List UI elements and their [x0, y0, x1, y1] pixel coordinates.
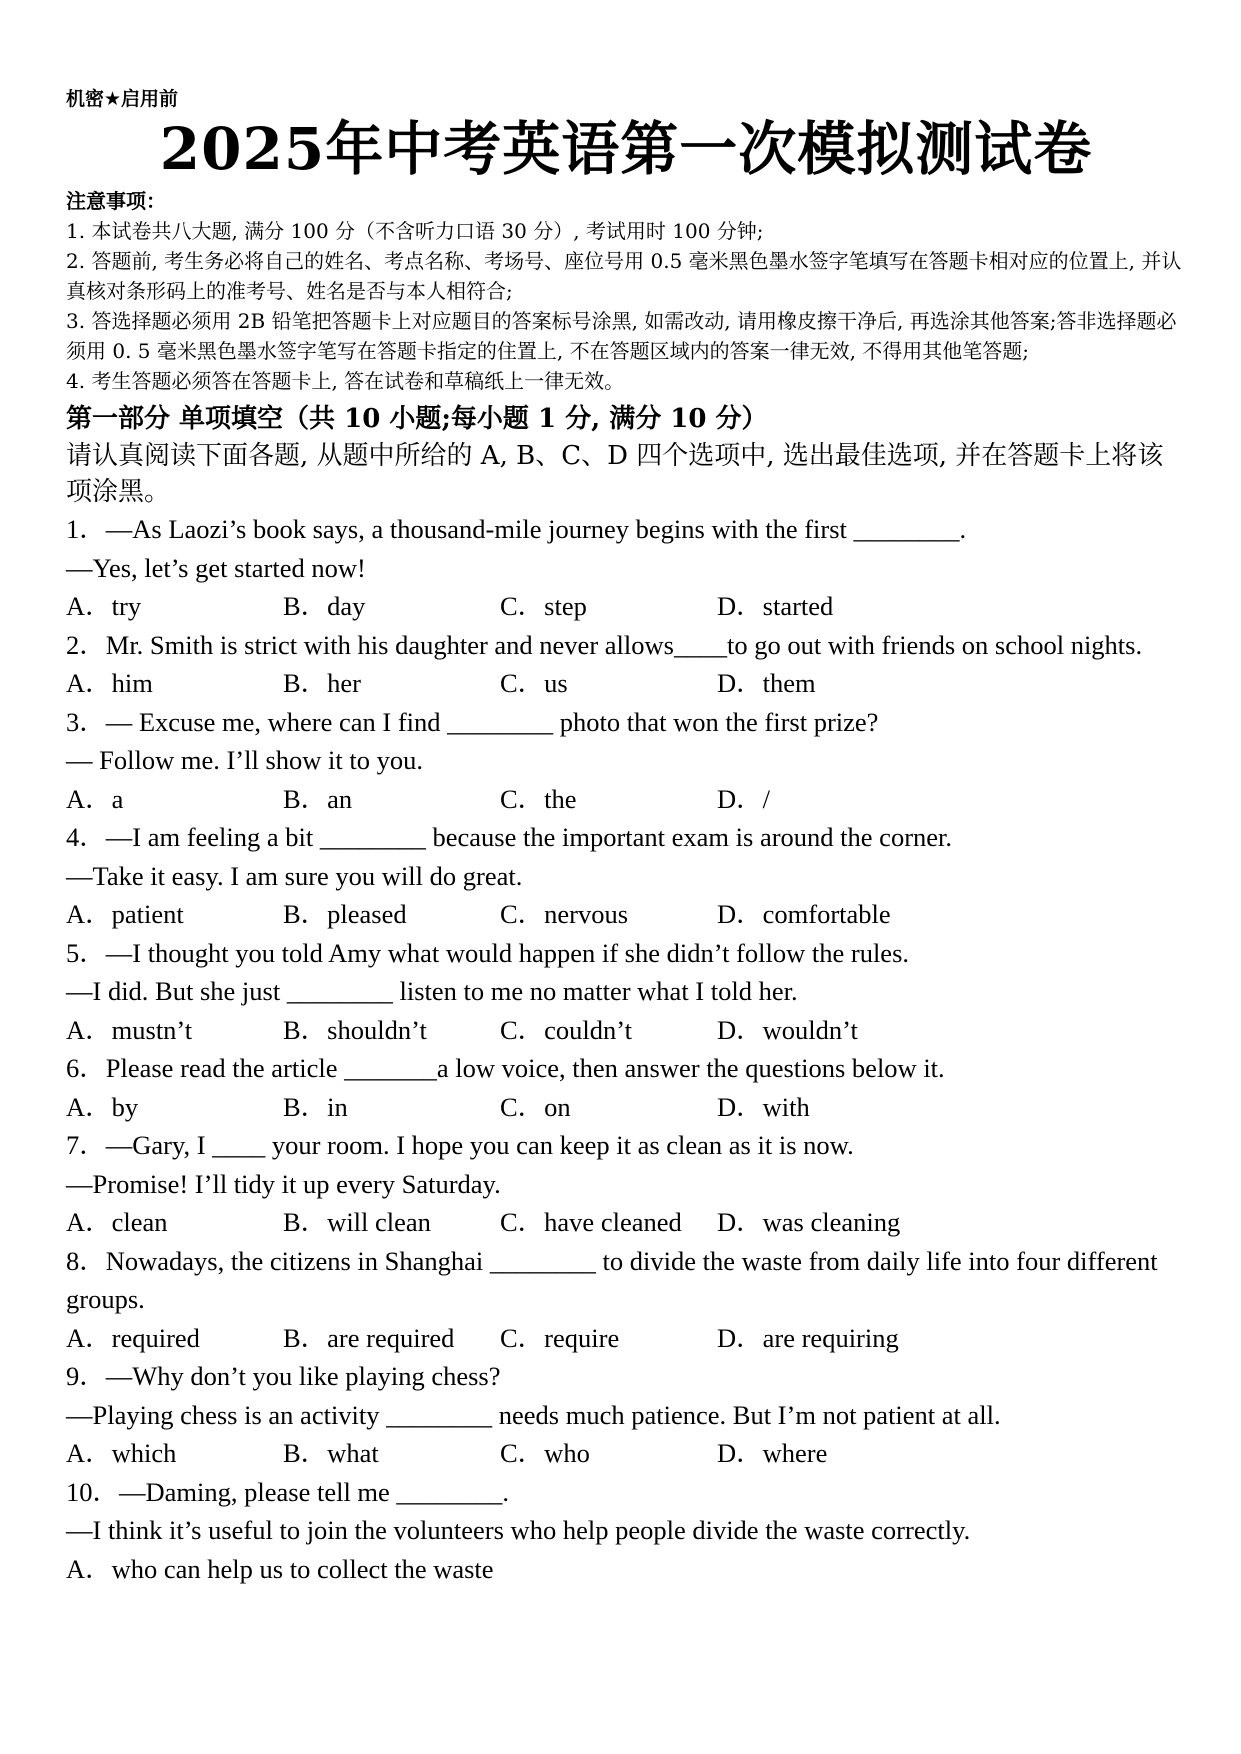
option-c: C．who: [500, 1438, 590, 1468]
option-d: D．was cleaning: [717, 1207, 901, 1237]
question-response: —I did. But she just ________ listen to me no matter what I told her.: [66, 976, 798, 1006]
note-item: 4. 考生答题必须答在答题卡上, 答在试卷和草稿纸上一律无效。: [66, 369, 625, 393]
option-d: D．where: [717, 1438, 828, 1468]
question-3: [66, 703, 1186, 819]
question-stem: 1．—As Laozi’s book says, a thousand-mile journey begins with the first ________.: [66, 514, 967, 544]
question-response: — Follow me. I’ll show it to you.: [66, 745, 424, 775]
answer-options: [66, 1203, 1186, 1242]
option-c: C．on: [500, 1091, 571, 1122]
option-d: D．with: [717, 1091, 810, 1122]
answer-options: [66, 587, 1186, 626]
question-1: [66, 510, 1186, 626]
question-8: [66, 1242, 1186, 1358]
question-6: [66, 1049, 1186, 1126]
answer-options: [66, 1434, 1186, 1473]
answer-options: [66, 1550, 1186, 1589]
option-b: B．pleased: [283, 899, 407, 929]
question-list: [66, 510, 1186, 1588]
option-d: D．them: [717, 668, 816, 698]
option-c: C．nervous: [500, 899, 629, 929]
question-stem: 7．—Gary, I ____ your room. I hope you can keep it as clean as it is now.: [66, 1130, 854, 1160]
page-title: 2025年中考英语第一次模拟测试卷: [159, 115, 1093, 183]
option-a: A．who can help us to collect the waste: [66, 1553, 494, 1584]
answer-options: [66, 895, 1186, 934]
option-a: A．clean: [66, 1207, 168, 1237]
notes-list: [66, 216, 1186, 396]
question-2: [66, 626, 1186, 703]
question-10: [66, 1473, 1186, 1589]
option-b: B．will clean: [283, 1207, 431, 1237]
question-stem: 5．—I thought you told Amy what would happen if she didn’t follow the rules.: [66, 937, 910, 968]
answer-options: [66, 1088, 1186, 1127]
section-heading: 第一部分 单项填空（共 10 小题;每小题 1 分, 满分 10 分）: [66, 404, 768, 434]
answer-options: [66, 1011, 1186, 1050]
option-b: B．are required: [283, 1322, 455, 1353]
question-7: [66, 1126, 1186, 1242]
option-c: C．have cleaned: [500, 1207, 682, 1237]
option-b: B．shouldn’t: [283, 1014, 427, 1045]
option-c: C．require: [500, 1322, 620, 1353]
question-response: —Promise! I’ll tidy it up every Saturday.: [66, 1168, 501, 1199]
note-item: 1. 本试卷共八大题, 满分 100 分（不含听力口语 30 分）, 考试用时 100 分钟;: [66, 219, 764, 243]
answer-options: [66, 780, 1186, 819]
option-a: A．by: [66, 1091, 139, 1122]
question-stem: 3．— Excuse me, where can I find ________ photo that won the first prize?: [66, 706, 879, 737]
option-b: B．her: [283, 668, 362, 698]
question-response: —Yes, let’s get started now!: [66, 552, 366, 583]
option-d: D．are requiring: [717, 1322, 899, 1353]
question-stem: 8．Nowadays, the citizens in Shanghai ________ to divide the waste from daily life into four different groups.: [66, 1245, 1158, 1314]
exam-page: [66, 86, 1186, 1588]
option-c: C．couldn’t: [500, 1014, 633, 1045]
option-c: C．the: [500, 783, 577, 814]
option-d: D．comfortable: [717, 899, 891, 929]
question-response: —Playing chess is an activity ________ needs much patience. But I’m not patient at all.: [66, 1399, 1001, 1430]
option-b: B．an: [283, 783, 353, 814]
option-a: A．mustn’t: [66, 1014, 193, 1045]
question-stem: 2．Mr. Smith is strict with his daughter and never allows____to go out with friends on school nights.: [66, 629, 1143, 660]
option-a: A．him: [66, 668, 153, 698]
answer-options: [66, 1319, 1186, 1358]
answer-options: [66, 664, 1186, 703]
option-b: B．what: [283, 1438, 379, 1468]
option-d: D．started: [717, 591, 834, 621]
question-response: —I think it’s useful to join the volunteers who help people divide the waste correctly.: [66, 1515, 971, 1545]
question-response: —Take it easy. I am sure you will do great.: [66, 860, 523, 891]
question-stem: 4．—I am feeling a bit ________ because the important exam is around the corner.: [66, 822, 953, 852]
question-stem: 6．Please read the article _______a low voice, then answer the questions below it.: [66, 1053, 945, 1083]
section-instruction: 请认真阅读下面各题, 从题中所给的 A, B、C、D 四个选项中, 选出最佳选项, 并在答题卡上将该项涂黑。: [66, 441, 1164, 507]
option-a: A．try: [66, 591, 142, 621]
option-d: D．/: [717, 783, 770, 814]
option-b: B．day: [283, 591, 366, 621]
note-item: 2. 答题前, 考生务必将自己的姓名、考点名称、考场号、座位号用 0.5 毫米黑色墨水签字笔填写在答题卡相对应的位置上, 并认真核对条形码上的准考号、姓名是否与本人相符合;: [66, 249, 1182, 303]
question-stem: 10．—Daming, please tell me ________.: [66, 1476, 510, 1507]
notes-heading: 注意事项：: [66, 189, 166, 213]
confidential-label: 机密★启用前: [66, 88, 179, 110]
note-item: 3. 答选择题必须用 2B 铅笔把答题卡上对应题目的答案标号涂黑, 如需改动, 请用橡皮擦干净后, 再选涂其他答案;答非选择题必须用 0. 5 毫米黑色墨水签字笔写在答题卡指定的住置上, 不在答题区域内的答案一律无效, 不得用其他笔答题;: [66, 309, 1177, 363]
question-5: [66, 934, 1186, 1050]
option-a: A．which: [66, 1438, 177, 1468]
option-a: A．required: [66, 1322, 200, 1353]
option-a: A．a: [66, 783, 124, 814]
question-4: [66, 818, 1186, 934]
option-a: A．patient: [66, 899, 184, 929]
option-b: B．in: [283, 1091, 348, 1122]
option-c: C．step: [500, 591, 587, 621]
option-d: D．wouldn’t: [717, 1014, 858, 1045]
option-c: C．us: [500, 668, 568, 698]
question-stem: 9．—Why don’t you like playing chess?: [66, 1361, 501, 1391]
question-9: [66, 1357, 1186, 1473]
